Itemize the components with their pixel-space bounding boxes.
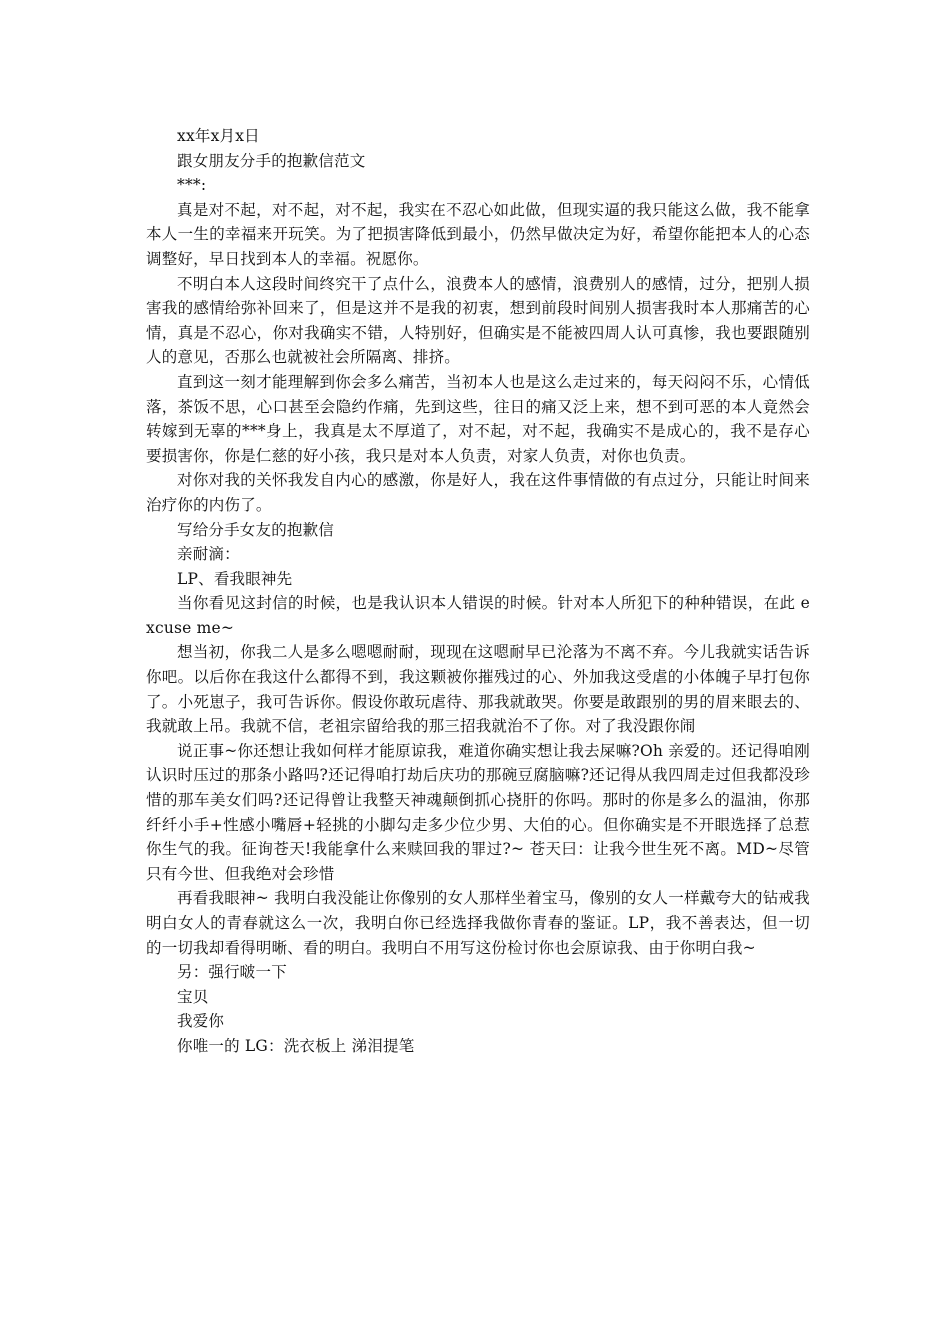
- second-salutation: 亲耐滴：: [177, 545, 240, 564]
- body-paragraph: 再看我眼神~ 我明白我没能让你像别的女人那样坐着宝马，像别的女人一样戴夸大的钻戒我明白女人的青春就这么一次，我明白你已经选择我做你青春的鉴证。LP，我不善表达，但一切的一切我却看得明晰、看的明白。我明白不用写这份检讨你也会原谅我、由于你明白我~: [146, 889, 810, 957]
- second-letter-title: 写给分手女友的抱歉信: [177, 520, 335, 539]
- closing-line: 我爱你: [177, 1012, 225, 1031]
- date-line: xx年x月x日: [177, 127, 260, 145]
- closing-line: 宝贝: [177, 987, 209, 1006]
- opening-line: LP、看我眼神先: [177, 569, 293, 588]
- signature-line: 你唯一的 LG：洗衣板上 涕泪提笔: [177, 1036, 415, 1055]
- body-paragraph: 说正事~你还想让我如何样才能原谅我，难道你确实想让我去屎嘛?Oh 亲爱的。还记得咱刚认识时压过的那条小路吗?还记得咱打劫后庆功的那碗豆腐脑嘛?还记得从我四周走过但我都没珍惜的那车美女们吗?还记得曾让我整天神魂颠倒抓心挠肝的你吗。那时的你是多么的温油，你那纤纤小手+性感小嘴唇+轻挑的小脚勾走多少位少男、大伯的心。但你确实是不开眼选择了总惹你生气的我。征询苍天!我能拿什么来赎回我的罪过?~ 苍天曰：让我今世生死不离。MD~尽管只有今世、但我绝对会珍惜: [146, 741, 810, 883]
- body-paragraph: 想当初，你我二人是多么嗯嗯耐耐，现现在这嗯耐早已沦落为不离不弃。今儿我就实话告诉你吧。以后你在我这什么都得不到，我这颗被你摧残过的心、外加我这受虐的小体魄子早打包你了。小死崽子，我可告诉你。假设你敢玩虐待、那我就敢哭。你要是敢跟别的男的眉来眼去的、我就敢上吊。我就不信，老祖宗留给我的那三招我就治不了你。对了我没跟你闹: [146, 643, 810, 736]
- body-paragraph: 对你对我的关怀我发自内心的感激，你是好人，我在这件事情做的有点过分，只能让时间来治疗你的内伤了。: [146, 471, 810, 514]
- postscript: 另：强行啵一下: [177, 963, 287, 982]
- body-paragraph: 当你看见这封信的时候，也是我认识本人错误的时候。针对本人所犯下的种种错误，在此 excuse me~: [146, 594, 810, 637]
- letter-title: 跟女朋友分手的抱歉信范文: [177, 151, 366, 170]
- document-page: [146, 124, 810, 1059]
- body-paragraph: 真是对不起，对不起，对不起，我实在不忍心如此做，但现实逼的我只能这么做，我不能拿本人一生的幸福来开玩笑。为了把损害降低到最小，仍然早做决定为好，希望你能把本人的心态调整好，早日找到本人的幸福。祝愿你。: [146, 200, 810, 268]
- body-paragraph: 直到这一刻才能理解到你会多么痛苦，当初本人也是这么走过来的，每天闷闷不乐，心情低落，茶饭不思，心口甚至会隐约作痛，先到这些，往日的痛又泛上来，想不到可恶的本人竟然会转嫁到无辜的***身上，我真是太不厚道了，对不起，对不起，我确实不是成心的，我不是存心要损害你，你是仁慈的好小孩，我只是对本人负责，对家人负责，对你也负责。: [146, 372, 810, 465]
- salutation: ***:: [177, 176, 207, 195]
- body-paragraph: 不明白本人这段时间终究干了点什么，浪费本人的感情，浪费别人的感情，过分，把别人损害我的感情给弥补回来了，但是这并不是我的初衷，想到前段时间别人损害我时本人那痛苦的心情，真是不忍心，你对我确实不错，人特别好，但确实是不能被四周人认可真惨，我也要跟随别人的意见，否那么也就被社会所隔离、排挤。: [146, 274, 810, 367]
